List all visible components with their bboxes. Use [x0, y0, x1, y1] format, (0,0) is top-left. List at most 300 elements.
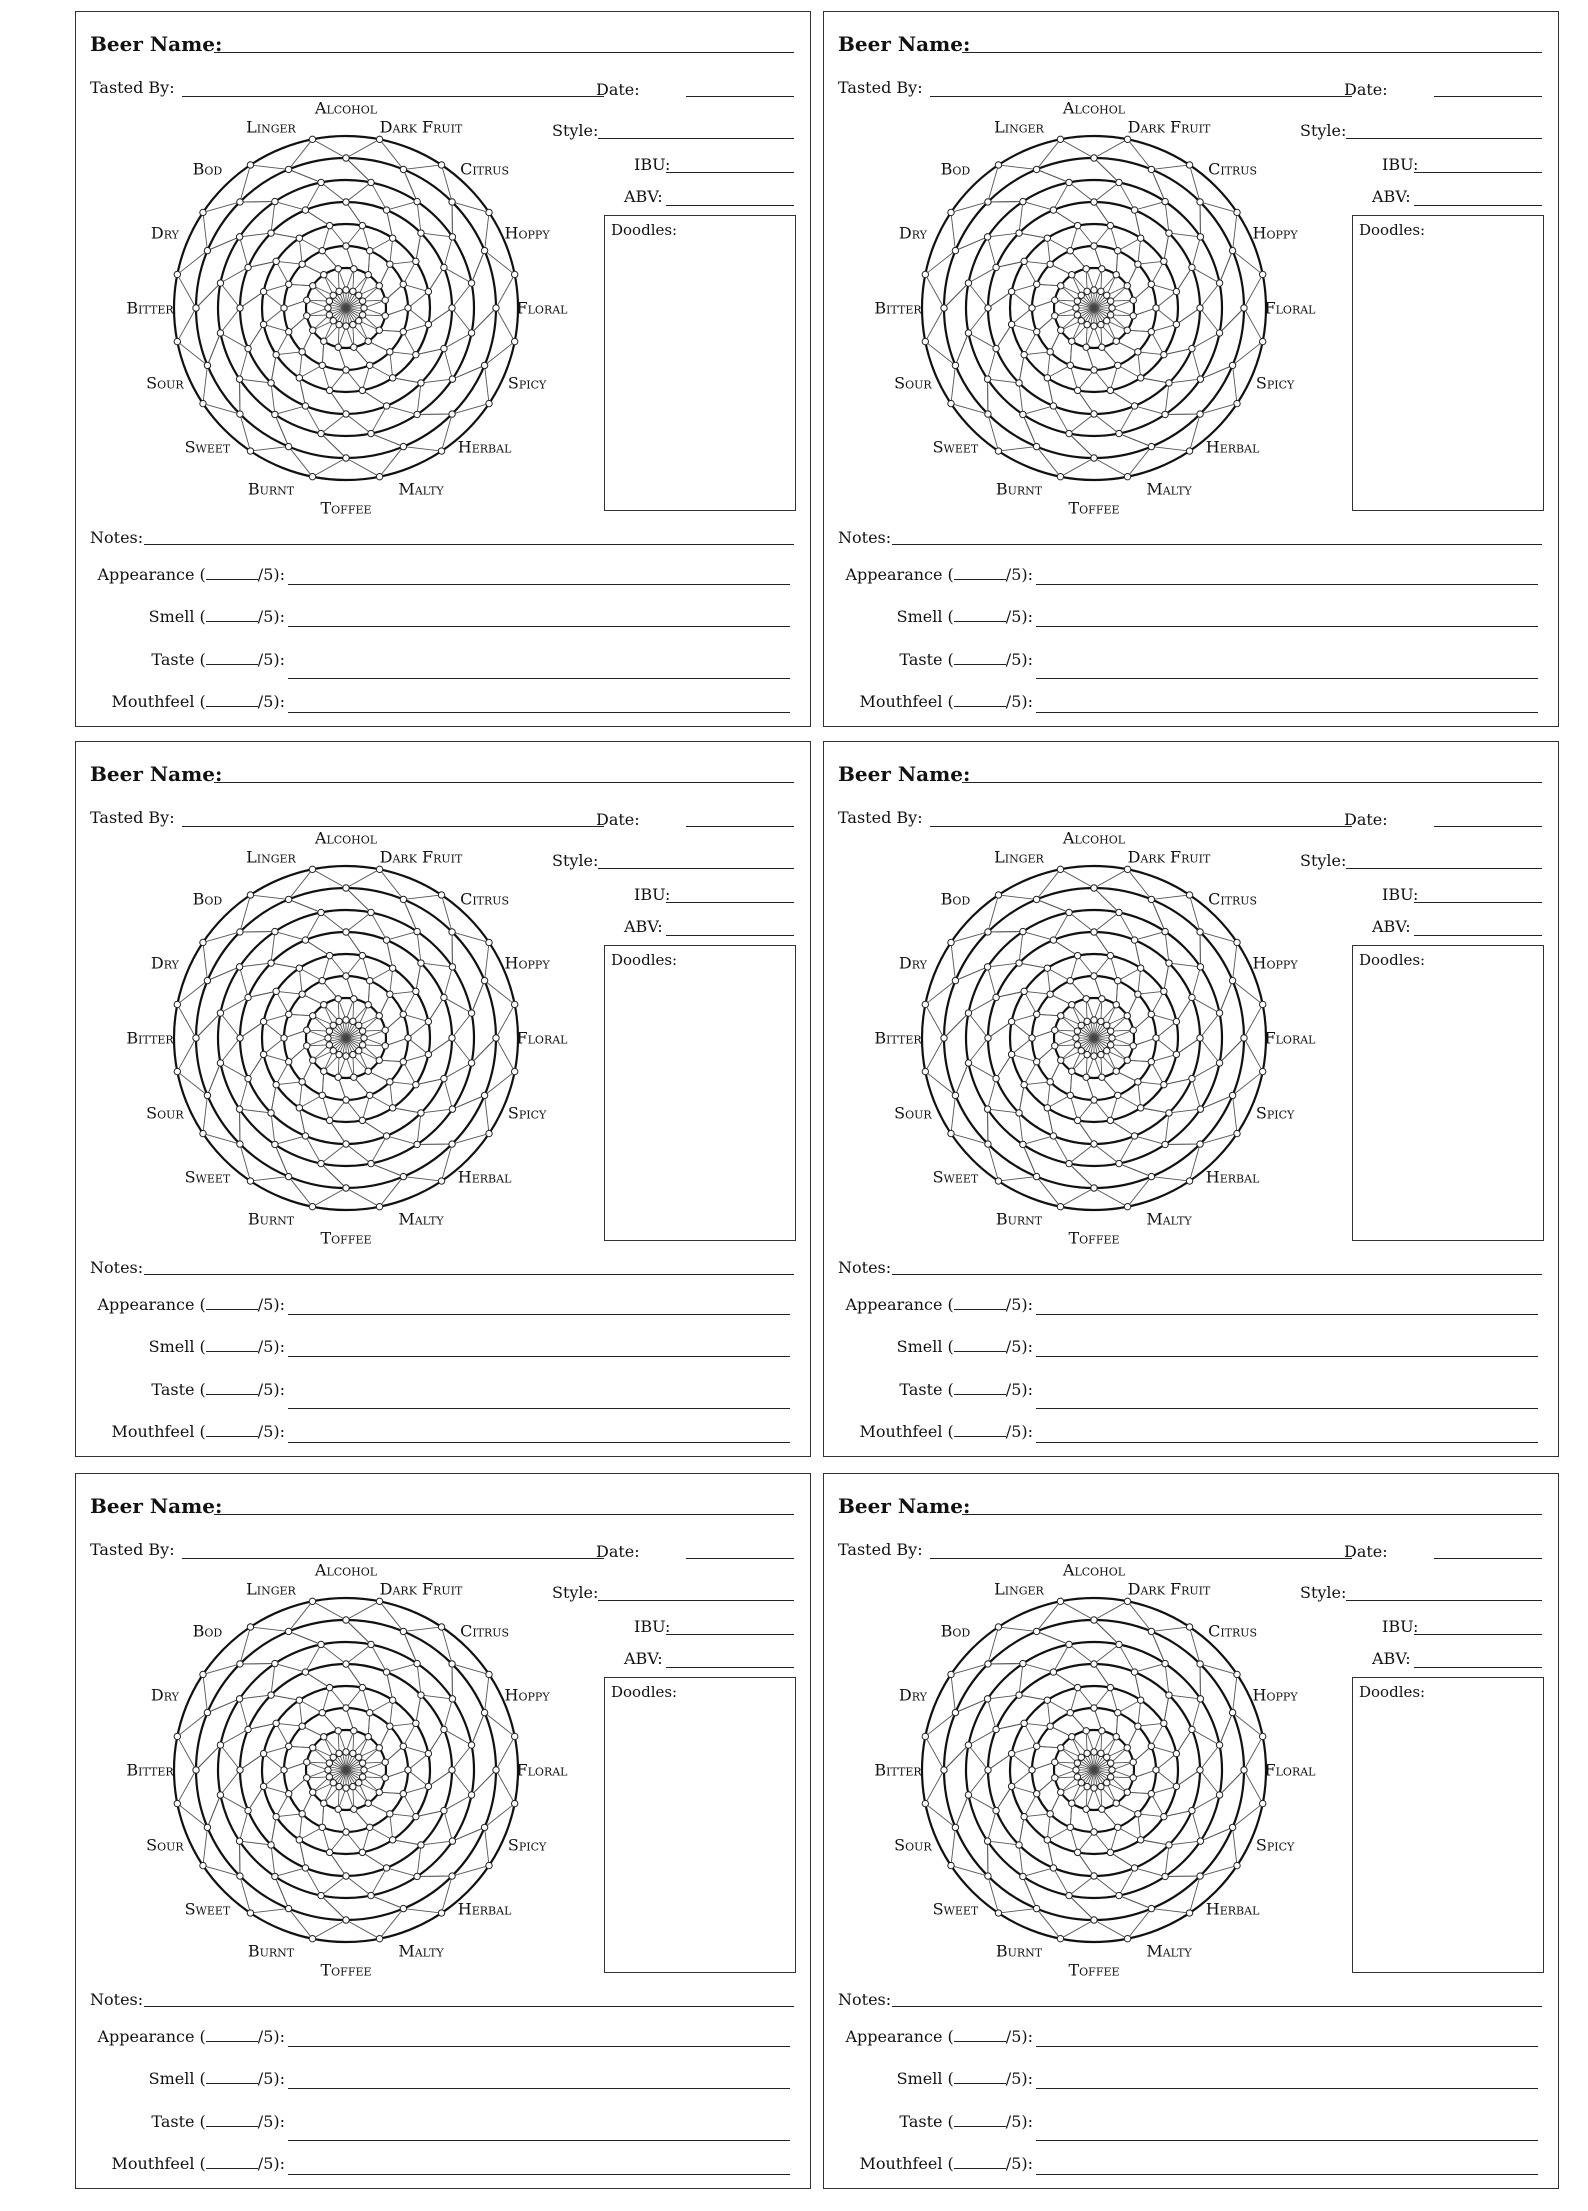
wheel-node[interactable]	[245, 1075, 251, 1081]
wheel-node[interactable]	[383, 937, 389, 943]
wheel-node[interactable]	[414, 1660, 420, 1666]
wheel-node[interactable]	[985, 1767, 991, 1773]
wheel-node[interactable]	[1162, 411, 1168, 417]
wheel-node[interactable]	[376, 136, 382, 142]
wheel-node[interactable]	[376, 1789, 382, 1795]
wheel-node[interactable]	[1016, 380, 1022, 386]
wheel-node[interactable]	[984, 234, 990, 240]
wheel-node[interactable]	[400, 1905, 406, 1911]
wheel-node[interactable]	[204, 1709, 210, 1715]
wheel-node[interactable]	[1047, 1079, 1053, 1085]
wheel-node[interactable]	[1091, 1617, 1097, 1623]
wheel-node[interactable]	[343, 885, 349, 891]
wheel-node[interactable]	[1091, 1785, 1097, 1791]
wheel-node[interactable]	[1074, 387, 1080, 393]
beer-name-field[interactable]	[962, 782, 1542, 783]
wheel-node[interactable]	[1091, 1661, 1097, 1667]
wheel-node[interactable]	[449, 1767, 455, 1773]
wheel-node[interactable]	[285, 1173, 291, 1179]
wheel-node[interactable]	[310, 1745, 316, 1751]
smell-score-field[interactable]	[206, 621, 258, 622]
ibu-field[interactable]	[666, 1634, 794, 1635]
wheel-node[interactable]	[511, 1001, 517, 1007]
wheel-node[interactable]	[400, 896, 406, 902]
wheel-node[interactable]	[336, 321, 342, 327]
wheel-node[interactable]	[1116, 1892, 1122, 1898]
wheel-node[interactable]	[1124, 327, 1130, 333]
smell-notes-field[interactable]	[1036, 2088, 1538, 2089]
wheel-node[interactable]	[335, 996, 341, 1002]
wheel-node[interactable]	[330, 318, 336, 324]
wheel-node[interactable]	[486, 1130, 492, 1136]
wheel-node[interactable]	[1124, 473, 1130, 479]
wheel-node[interactable]	[993, 1807, 999, 1813]
wheel-node[interactable]	[382, 297, 388, 303]
wheel-node[interactable]	[1166, 1842, 1172, 1848]
wheel-node[interactable]	[400, 1628, 406, 1634]
wheel-node[interactable]	[326, 1774, 332, 1780]
wheel-node[interactable]	[217, 280, 223, 286]
wheel-node[interactable]	[481, 977, 487, 983]
wheel-node[interactable]	[1091, 243, 1097, 249]
wheel-node[interactable]	[1091, 1705, 1097, 1711]
wheel-node[interactable]	[438, 892, 444, 898]
wheel-node[interactable]	[326, 1684, 332, 1690]
wheel-node[interactable]	[1130, 1759, 1136, 1765]
wheel-node[interactable]	[1078, 1048, 1084, 1054]
wheel-node[interactable]	[1044, 235, 1050, 241]
abv-field[interactable]	[666, 205, 794, 206]
ibu-field[interactable]	[1414, 1634, 1542, 1635]
wheel-node[interactable]	[174, 1733, 180, 1739]
appearance-score-field[interactable]	[206, 2041, 258, 2042]
wheel-node[interactable]	[1091, 323, 1097, 329]
wheel-node[interactable]	[1091, 929, 1097, 935]
wheel-node[interactable]	[343, 1097, 349, 1103]
wheel-node[interactable]	[268, 380, 274, 386]
wheel-node[interactable]	[1161, 1720, 1167, 1726]
wheel-node[interactable]	[359, 387, 365, 393]
wheel-node[interactable]	[217, 1060, 223, 1066]
wheel-node[interactable]	[1044, 1837, 1050, 1843]
wheel-node[interactable]	[1057, 1935, 1063, 1941]
mouthfeel-notes-field[interactable]	[1036, 712, 1538, 713]
wheel-node[interactable]	[985, 199, 991, 205]
wheel-node[interactable]	[1066, 179, 1072, 185]
wheel-node[interactable]	[449, 199, 455, 205]
wheel-node[interactable]	[1021, 1813, 1027, 1819]
wheel-node[interactable]	[1091, 885, 1097, 891]
wheel-node[interactable]	[449, 1838, 455, 1844]
wheel-node[interactable]	[1161, 988, 1167, 994]
tasted-by-field[interactable]	[930, 96, 1352, 97]
wheel-node[interactable]	[302, 1865, 308, 1871]
wheel-node[interactable]	[368, 1892, 374, 1898]
wheel-node[interactable]	[1078, 1754, 1084, 1760]
wheel-node[interactable]	[1074, 1042, 1080, 1048]
wheel-node[interactable]	[1124, 1745, 1130, 1751]
wheel-node[interactable]	[1137, 1837, 1143, 1843]
wheel-node[interactable]	[1091, 1185, 1097, 1191]
wheel-node[interactable]	[405, 1767, 411, 1773]
wheel-node[interactable]	[368, 1160, 374, 1166]
wheel-node[interactable]	[1084, 1018, 1090, 1024]
wheel-node[interactable]	[193, 1767, 199, 1773]
wheel-node[interactable]	[414, 411, 420, 417]
wheel-node[interactable]	[1161, 258, 1167, 264]
wheel-node[interactable]	[1078, 1022, 1084, 1028]
wheel-node[interactable]	[318, 909, 324, 915]
wheel-node[interactable]	[343, 1705, 349, 1711]
wheel-node[interactable]	[400, 329, 406, 335]
wheel-node[interactable]	[236, 1696, 242, 1702]
wheel-node[interactable]	[1107, 1684, 1113, 1690]
wheel-node[interactable]	[468, 1742, 474, 1748]
wheel-node[interactable]	[441, 994, 447, 1000]
wheel-node[interactable]	[1073, 1767, 1079, 1773]
wheel-node[interactable]	[1259, 1068, 1265, 1074]
wheel-node[interactable]	[325, 1035, 331, 1041]
wheel-node[interactable]	[1104, 1780, 1110, 1786]
wheel-node[interactable]	[361, 1767, 367, 1773]
wheel-node[interactable]	[318, 179, 324, 185]
wheel-node[interactable]	[1074, 222, 1080, 228]
wheel-node[interactable]	[413, 988, 419, 994]
wheel-node[interactable]	[468, 280, 474, 286]
wheel-node[interactable]	[995, 1178, 1001, 1184]
wheel-node[interactable]	[309, 1203, 315, 1209]
wheel-node[interactable]	[1241, 305, 1247, 311]
smell-notes-field[interactable]	[288, 1356, 790, 1357]
wheel-node[interactable]	[1057, 473, 1063, 479]
wheel-node[interactable]	[236, 964, 242, 970]
wheel-node[interactable]	[1116, 179, 1122, 185]
wheel-node[interactable]	[1107, 222, 1113, 228]
wheel-node[interactable]	[1162, 928, 1168, 934]
wheel-node[interactable]	[1091, 1873, 1097, 1879]
doodles-box[interactable]	[1352, 945, 1544, 1241]
wheel-node[interactable]	[1130, 1775, 1136, 1781]
wheel-node[interactable]	[200, 1862, 206, 1868]
wheel-node[interactable]	[318, 430, 324, 436]
wheel-node[interactable]	[1057, 1203, 1063, 1209]
wheel-node[interactable]	[941, 1035, 947, 1041]
wheel-node[interactable]	[425, 288, 431, 294]
wheel-node[interactable]	[993, 345, 999, 351]
wheel-node[interactable]	[174, 338, 180, 344]
wheel-node[interactable]	[400, 443, 406, 449]
wheel-node[interactable]	[1050, 207, 1056, 213]
wheel-node[interactable]	[383, 1133, 389, 1139]
wheel-node[interactable]	[389, 1697, 395, 1703]
wheel-node[interactable]	[304, 1043, 310, 1049]
wheel-node[interactable]	[1047, 1723, 1053, 1729]
wheel-node[interactable]	[1008, 288, 1014, 294]
wheel-node[interactable]	[449, 376, 455, 382]
wheel-node[interactable]	[468, 1792, 474, 1798]
appearance-score-field[interactable]	[206, 579, 258, 580]
wheel-node[interactable]	[414, 198, 420, 204]
wheel-node[interactable]	[1131, 1865, 1137, 1871]
wheel-node[interactable]	[1029, 1767, 1035, 1773]
wheel-node[interactable]	[1008, 1783, 1014, 1789]
smell-notes-field[interactable]	[288, 626, 790, 627]
wheel-node[interactable]	[368, 179, 374, 185]
wheel-node[interactable]	[511, 338, 517, 344]
wheel-node[interactable]	[356, 1780, 362, 1786]
wheel-node[interactable]	[1234, 209, 1240, 215]
wheel-node[interactable]	[204, 1092, 210, 1098]
wheel-node[interactable]	[948, 1862, 954, 1868]
wheel-node[interactable]	[387, 991, 393, 997]
wheel-node[interactable]	[383, 403, 389, 409]
wheel-node[interactable]	[359, 952, 365, 958]
wheel-node[interactable]	[984, 964, 990, 970]
wheel-node[interactable]	[1113, 1068, 1119, 1074]
wheel-node[interactable]	[449, 929, 455, 935]
wheel-node[interactable]	[302, 937, 308, 943]
wheel-node[interactable]	[1078, 292, 1084, 298]
wheel-node[interactable]	[1033, 1628, 1039, 1634]
wheel-node[interactable]	[319, 1824, 325, 1830]
date-field[interactable]	[1434, 1558, 1542, 1559]
wheel-node[interactable]	[1091, 973, 1097, 979]
wheel-node[interactable]	[1021, 351, 1027, 357]
wheel-node[interactable]	[922, 271, 928, 277]
wheel-node[interactable]	[1052, 1759, 1058, 1765]
wheel-node[interactable]	[1107, 312, 1113, 318]
wheel-node[interactable]	[1124, 1789, 1130, 1795]
wheel-node[interactable]	[365, 338, 371, 344]
wheel-node[interactable]	[1197, 1661, 1203, 1667]
wheel-node[interactable]	[1186, 1624, 1192, 1630]
wheel-node[interactable]	[922, 338, 928, 344]
wheel-node[interactable]	[1107, 1042, 1113, 1048]
ibu-field[interactable]	[666, 902, 794, 903]
wheel-node[interactable]	[1166, 380, 1172, 386]
wheel-node[interactable]	[1216, 1792, 1222, 1798]
wheel-node[interactable]	[965, 280, 971, 286]
wheel-node[interactable]	[286, 1011, 292, 1017]
wheel-node[interactable]	[285, 1905, 291, 1911]
wheel-node[interactable]	[1189, 264, 1195, 270]
wheel-node[interactable]	[376, 283, 382, 289]
wheel-node[interactable]	[350, 1018, 356, 1024]
wheel-node[interactable]	[1091, 455, 1097, 461]
taste-score-field[interactable]	[954, 1394, 1006, 1395]
taste-notes-field[interactable]	[1036, 678, 1538, 679]
mouthfeel-score-field[interactable]	[954, 2168, 1006, 2169]
wheel-node[interactable]	[272, 198, 278, 204]
taste-score-field[interactable]	[206, 664, 258, 665]
wheel-node[interactable]	[1066, 1641, 1072, 1647]
wheel-node[interactable]	[237, 1661, 243, 1667]
wheel-node[interactable]	[965, 1010, 971, 1016]
wheel-node[interactable]	[1083, 1806, 1089, 1812]
wheel-node[interactable]	[387, 349, 393, 355]
wheel-node[interactable]	[1016, 1110, 1022, 1116]
wheel-node[interactable]	[400, 1743, 406, 1749]
wheel-node[interactable]	[481, 247, 487, 253]
wheel-node[interactable]	[285, 1628, 291, 1634]
wheel-node[interactable]	[309, 1598, 315, 1604]
wheel-node[interactable]	[1091, 1917, 1097, 1923]
wheel-node[interactable]	[273, 1081, 279, 1087]
beer-name-field[interactable]	[962, 52, 1542, 53]
wheel-node[interactable]	[1091, 1141, 1097, 1147]
wheel-node[interactable]	[343, 1917, 349, 1923]
wheel-node[interactable]	[1116, 1641, 1122, 1647]
wheel-node[interactable]	[1135, 991, 1141, 997]
wheel-node[interactable]	[296, 235, 302, 241]
taste-notes-field[interactable]	[288, 1408, 790, 1409]
wheel-node[interactable]	[1197, 199, 1203, 205]
wheel-node[interactable]	[948, 1130, 954, 1136]
wheel-node[interactable]	[493, 1035, 499, 1041]
wheel-node[interactable]	[1186, 892, 1192, 898]
wheel-node[interactable]	[993, 264, 999, 270]
wheel-node[interactable]	[376, 866, 382, 872]
wheel-node[interactable]	[343, 199, 349, 205]
tasted-by-field[interactable]	[182, 96, 604, 97]
wheel-node[interactable]	[1124, 1203, 1130, 1209]
wheel-node[interactable]	[1050, 1865, 1056, 1871]
wheel-node[interactable]	[1073, 305, 1079, 311]
smell-score-field[interactable]	[954, 1351, 1006, 1352]
wheel-node[interactable]	[1074, 1849, 1080, 1855]
wheel-node[interactable]	[441, 1075, 447, 1081]
wheel-node[interactable]	[1107, 1028, 1113, 1034]
wheel-node[interactable]	[922, 1800, 928, 1806]
wheel-node[interactable]	[1197, 411, 1203, 417]
wheel-node[interactable]	[1197, 1838, 1203, 1844]
date-field[interactable]	[686, 96, 794, 97]
wheel-node[interactable]	[984, 1696, 990, 1702]
wheel-node[interactable]	[1050, 937, 1056, 943]
wheel-node[interactable]	[425, 1750, 431, 1756]
date-field[interactable]	[1434, 826, 1542, 827]
wheel-node[interactable]	[1021, 258, 1027, 264]
wheel-node[interactable]	[359, 1117, 365, 1123]
tasted-by-field[interactable]	[182, 826, 604, 827]
wheel-node[interactable]	[1069, 1068, 1075, 1074]
wheel-node[interactable]	[1050, 403, 1056, 409]
wheel-node[interactable]	[1197, 1106, 1203, 1112]
wheel-node[interactable]	[326, 1117, 332, 1123]
wheel-node[interactable]	[1084, 1783, 1090, 1789]
wheel-node[interactable]	[1186, 1910, 1192, 1916]
wheel-node[interactable]	[247, 1624, 253, 1630]
wheel-node[interactable]	[365, 1734, 371, 1740]
wheel-node[interactable]	[486, 400, 492, 406]
smell-score-field[interactable]	[206, 1351, 258, 1352]
wheel-node[interactable]	[272, 411, 278, 417]
wheel-node[interactable]	[273, 1720, 279, 1726]
wheel-node[interactable]	[1034, 1059, 1040, 1065]
wheel-node[interactable]	[449, 411, 455, 417]
wheel-node[interactable]	[365, 1002, 371, 1008]
wheel-node[interactable]	[356, 318, 362, 324]
wheel-node[interactable]	[1153, 305, 1159, 311]
wheel-node[interactable]	[1016, 960, 1022, 966]
wheel-node[interactable]	[359, 312, 365, 318]
wheel-node[interactable]	[1161, 351, 1167, 357]
wheel-node[interactable]	[922, 1068, 928, 1074]
abv-field[interactable]	[1414, 935, 1542, 936]
wheel-node[interactable]	[350, 321, 356, 327]
wheel-node[interactable]	[948, 1671, 954, 1677]
wheel-node[interactable]	[1137, 1105, 1143, 1111]
wheel-node[interactable]	[343, 1617, 349, 1623]
wheel-node[interactable]	[1044, 1697, 1050, 1703]
wheel-node[interactable]	[1033, 1905, 1039, 1911]
beer-name-field[interactable]	[214, 52, 794, 53]
wheel-node[interactable]	[1099, 996, 1105, 1002]
wheel-node[interactable]	[309, 136, 315, 142]
wheel-node[interactable]	[356, 1754, 362, 1760]
wheel-node[interactable]	[318, 1641, 324, 1647]
wheel-node[interactable]	[204, 1824, 210, 1830]
smell-score-field[interactable]	[954, 2083, 1006, 2084]
wheel-node[interactable]	[1197, 1696, 1203, 1702]
wheel-node[interactable]	[993, 994, 999, 1000]
wheel-node[interactable]	[413, 351, 419, 357]
wheel-node[interactable]	[310, 327, 316, 333]
wheel-node[interactable]	[414, 1141, 420, 1147]
wheel-node[interactable]	[993, 1075, 999, 1081]
style-field[interactable]	[1346, 1600, 1542, 1601]
abv-field[interactable]	[666, 1667, 794, 1668]
wheel-node[interactable]	[1173, 1051, 1179, 1057]
wheel-node[interactable]	[1124, 866, 1130, 872]
wheel-node[interactable]	[174, 1800, 180, 1806]
wheel-node[interactable]	[425, 1051, 431, 1057]
wheel-node[interactable]	[1074, 1774, 1080, 1780]
wheel-node[interactable]	[1162, 1660, 1168, 1666]
wheel-node[interactable]	[343, 973, 349, 979]
wheel-node[interactable]	[441, 1726, 447, 1732]
wheel-node[interactable]	[493, 305, 499, 311]
wheel-node[interactable]	[1259, 338, 1265, 344]
wheel-node[interactable]	[1259, 271, 1265, 277]
wheel-node[interactable]	[319, 1092, 325, 1098]
wheel-node[interactable]	[356, 1022, 362, 1028]
wheel-node[interactable]	[1197, 964, 1203, 970]
wheel-node[interactable]	[335, 1728, 341, 1734]
wheel-node[interactable]	[304, 1759, 310, 1765]
wheel-node[interactable]	[302, 403, 308, 409]
wheel-node[interactable]	[365, 272, 371, 278]
wheel-node[interactable]	[247, 892, 253, 898]
wheel-node[interactable]	[413, 258, 419, 264]
wheel-node[interactable]	[245, 345, 251, 351]
wheel-node[interactable]	[1148, 329, 1154, 335]
wheel-node[interactable]	[1115, 362, 1121, 368]
wheel-node[interactable]	[200, 400, 206, 406]
wheel-node[interactable]	[481, 1824, 487, 1830]
wheel-node[interactable]	[382, 1775, 388, 1781]
wheel-node[interactable]	[965, 1060, 971, 1066]
wheel-node[interactable]	[1008, 321, 1014, 327]
wheel-node[interactable]	[389, 375, 395, 381]
wheel-node[interactable]	[1091, 411, 1097, 417]
wheel-node[interactable]	[193, 305, 199, 311]
wheel-node[interactable]	[286, 1059, 292, 1065]
wheel-node[interactable]	[321, 1068, 327, 1074]
wheel-node[interactable]	[985, 929, 991, 935]
wheel-node[interactable]	[174, 1001, 180, 1007]
wheel-node[interactable]	[952, 977, 958, 983]
